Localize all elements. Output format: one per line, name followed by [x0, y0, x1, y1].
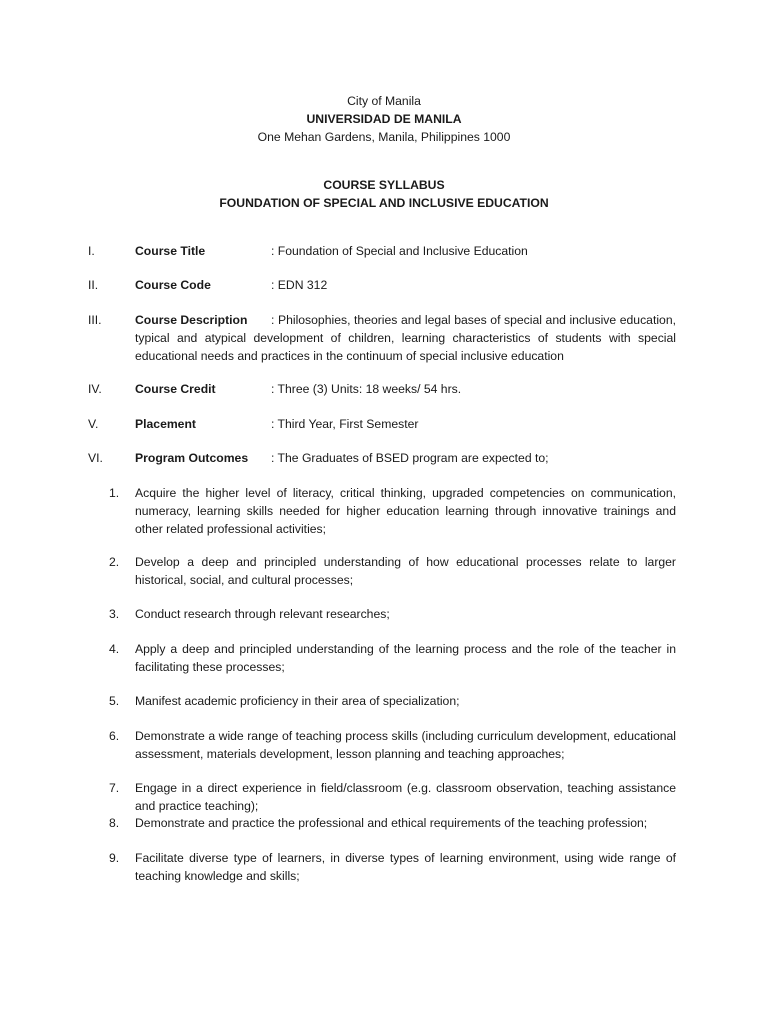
outcome-number: 2.	[109, 555, 120, 569]
outcome-text: Develop a deep and principled understanding of how educational processes relate to larger historical, social, and cultural processes;	[135, 555, 676, 587]
outcome-number: 6.	[109, 729, 120, 743]
outcome-number: 3.	[109, 607, 120, 621]
course-name-title: FOUNDATION OF SPECIAL AND INCLUSIVE EDUCATION	[219, 196, 549, 210]
section-number: III.	[88, 313, 102, 327]
university-name: UNIVERSIDAD DE MANILA	[306, 112, 462, 126]
outcome-number: 7.	[109, 781, 120, 795]
outcome-text: Demonstrate a wide range of teaching process skills (including curriculum development, educational assessment, materials development, lesson planning and teaching approaches;	[135, 729, 676, 761]
outcome-number: 4.	[109, 642, 120, 656]
outcome-text: Demonstrate and practice the professional and ethical requirements of the teaching profession;	[135, 816, 648, 830]
city-line: City of Manila	[347, 94, 421, 108]
outcome-number: 1.	[109, 486, 120, 500]
section-number: V.	[88, 417, 99, 431]
outcome-text: Facilitate diverse type of learners, in diverse types of learning environment, using wide range of teaching knowledge and skills;	[135, 851, 676, 883]
section-label: Program Outcomes	[135, 451, 249, 465]
section-label: Course Code	[135, 278, 211, 292]
section-label: Course Description	[135, 313, 248, 327]
section-number: I.	[88, 244, 95, 258]
section-label: Course Credit	[135, 382, 216, 396]
outcome-text: Acquire the higher level of literacy, critical thinking, upgraded competencies on communication, numeracy, learning skills needed for higher education learning through innovative trainings and other related professional activities;	[135, 486, 676, 536]
section-label: Placement	[135, 417, 196, 431]
section-value: : Philosophies, theories and legal bases of special and inclusive education, typical and atypical development of children, learning characteristics of students with special educational needs and practices in the continuum of special inclusive education	[135, 313, 676, 363]
outcome-text: Engage in a direct experience in field/classroom (e.g. classroom observation, teaching assistance and practice teaching);	[135, 781, 676, 813]
outcome-number: 8.	[109, 816, 120, 830]
outcome-text: Apply a deep and principled understanding of the learning process and the role of the teacher in facilitating these processes;	[135, 642, 676, 674]
section-number: IV.	[88, 382, 102, 396]
section-value: : Three (3) Units: 18 weeks/ 54 hrs.	[271, 382, 462, 396]
section-label: Course Title	[135, 244, 206, 258]
document-title: COURSE SYLLABUS	[323, 178, 445, 192]
outcome-text: Conduct research through relevant researches;	[135, 607, 390, 621]
section-value: : Foundation of Special and Inclusive Education	[271, 244, 528, 258]
section-value: : Third Year, First Semester	[271, 417, 419, 431]
outcome-text: Manifest academic proficiency in their area of specialization;	[135, 694, 460, 708]
outcome-number: 5.	[109, 694, 120, 708]
university-address: One Mehan Gardens, Manila, Philippines 1000	[257, 130, 511, 144]
outcome-number: 9.	[109, 851, 120, 865]
section-number: II.	[88, 278, 99, 292]
section-value: : EDN 312	[271, 278, 328, 292]
section-value: : The Graduates of BSED program are expected to;	[271, 451, 549, 465]
section-number: VI.	[88, 451, 103, 465]
